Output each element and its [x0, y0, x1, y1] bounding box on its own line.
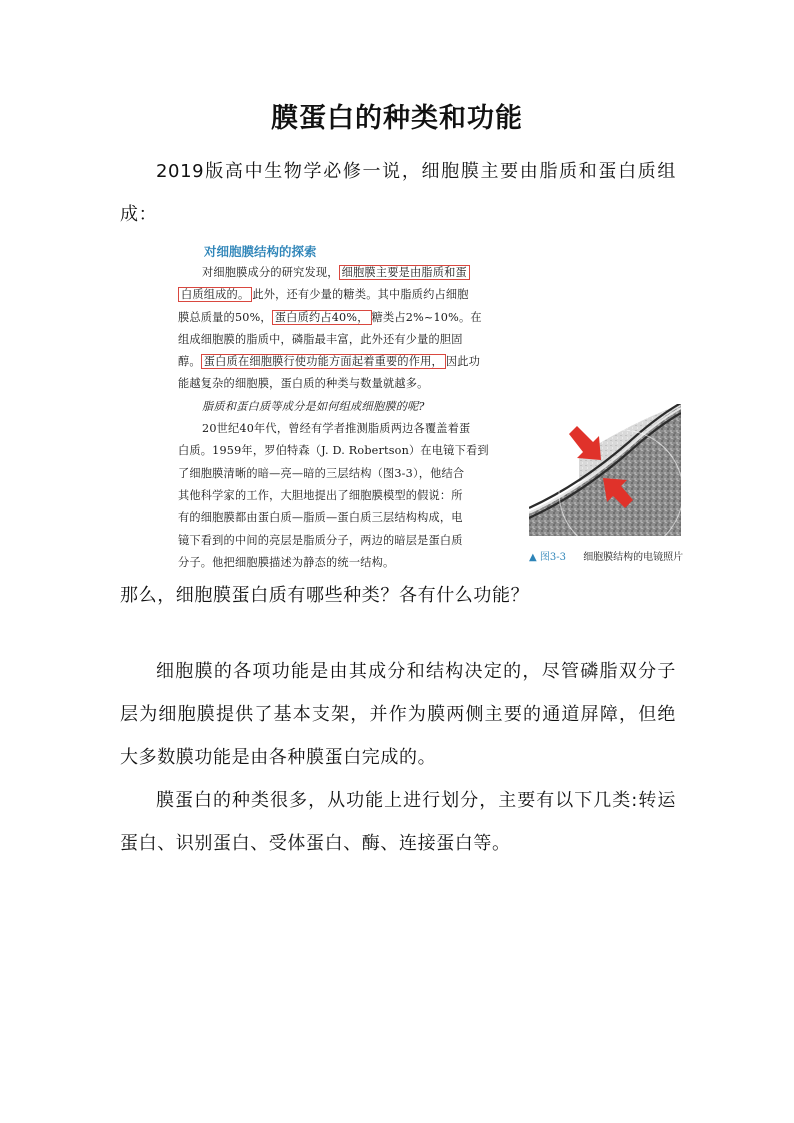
- highlight-box: 蛋白质在细胞膜行使功能方面起着重要的作用，: [201, 354, 446, 369]
- highlight-box: 细胞膜主要是由脂质和蛋: [339, 265, 470, 280]
- excerpt-fragment: 醇。: [178, 355, 201, 369]
- excerpt-line: 白质。1959年，罗伯特森（J. D. Robertson）在电镜下看到: [178, 444, 489, 458]
- excerpt-line: 组成细胞膜的脂质中，磷脂最丰富，此外还有少量的胆固: [178, 332, 463, 346]
- excerpt-fragment: 此外，还有少量的糖类。其中脂质约占细胞: [252, 288, 469, 302]
- excerpt-line: 其他科学家的工作，大胆地提出了细胞膜模型的假说：所: [178, 488, 463, 502]
- caption-text: 细胞膜结构的电镜照片: [583, 552, 684, 563]
- excerpt-line: 了细胞膜清晰的暗—亮—暗的三层结构（图3-3），他结合: [178, 466, 465, 480]
- excerpt-fragment: 因此功: [445, 355, 481, 369]
- excerpt-line: 镜下看到的中间的亮层是脂质分子，两边的暗层是蛋白质: [178, 533, 463, 547]
- electron-micrograph-image: [529, 404, 681, 536]
- excerpt-fragment: 糖类占2%~10%。在: [371, 310, 482, 324]
- excerpt-line: [178, 284, 504, 306]
- function-paragraph: 细胞膜的各项功能是由其成分和结构决定的，尽管磷脂双分子层为细胞膜提供了基本支架，并作为膜两侧主要的通道屏障，但绝大多数膜功能是由各种膜蛋白完成的。: [120, 661, 676, 768]
- excerpt-line: 能越复杂的细胞膜，蛋白质的种类与数量就越多。: [178, 377, 429, 391]
- types-paragraph: 膜蛋白的种类很多，从功能上进行划分，主要有以下几类:转运蛋白、识别蛋白、受体蛋白、酶、连接蛋白等。: [120, 790, 676, 854]
- excerpt-line: 分子。他把细胞膜描述为静态的统一结构。: [178, 555, 395, 569]
- excerpt-line: [178, 351, 504, 373]
- highlight-box: 蛋白质约占40%，: [272, 310, 372, 325]
- intro-paragraph: 2019版高中生物学必修一说，细胞膜主要由脂质和蛋白质组成：: [120, 161, 676, 225]
- textbook-excerpt: [174, 238, 684, 568]
- excerpt-question: 脂质和蛋白质等成分是如何组成细胞膜的呢?: [202, 399, 425, 413]
- question-paragraph: 那么，细胞膜蛋白质有哪些种类？各有什么功能？: [120, 585, 530, 606]
- triangle-marker-icon: ▲: [529, 552, 537, 563]
- excerpt-line: 20世纪40年代，曾经有学者推测脂质两边各覆盖着蛋: [202, 422, 471, 436]
- figure-number: 图3-3: [539, 552, 566, 563]
- excerpt-line: 有的细胞膜都由蛋白质—脂质—蛋白质三层结构构成，电: [178, 511, 463, 525]
- excerpt-fragment: 膜总质量的50%，: [178, 310, 272, 324]
- excerpt-heading: 对细胞膜结构的探索: [204, 244, 317, 259]
- excerpt-fragment: 对细胞膜成分的研究发现，: [202, 266, 339, 279]
- excerpt-text: [178, 262, 504, 574]
- figure-caption: [529, 548, 683, 563]
- excerpt-line: [178, 307, 504, 329]
- page-title: 膜蛋白的种类和功能: [271, 103, 523, 134]
- highlight-box: 白质组成的。: [178, 287, 252, 302]
- excerpt-line: [178, 262, 504, 284]
